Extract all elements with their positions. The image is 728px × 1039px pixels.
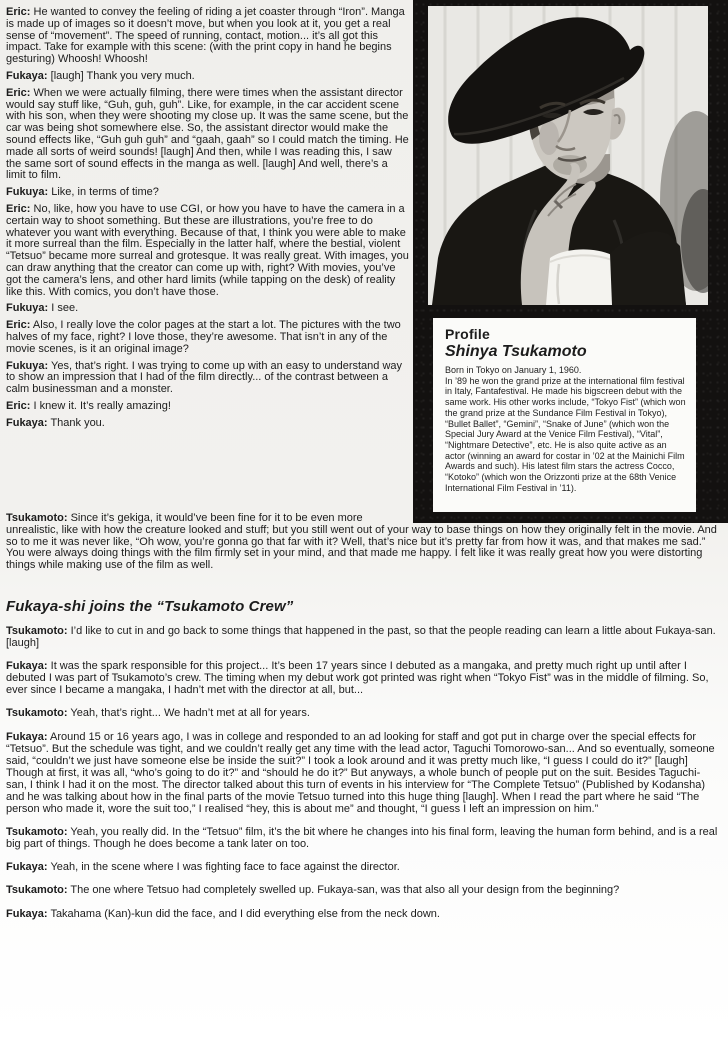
speaker-name: Fukaya: <box>6 861 48 874</box>
speaker-name: Eric: <box>6 319 31 332</box>
dialogue-paragraph <box>6 707 720 719</box>
dialogue-text: He wanted to convey the feeling of riding a jet coaster through “Iron”. Manga is made up of images so it doesn’t move, but when you look at it, you get a real sense of “movement”. The speed of running, contact, motion... it’s all got this impact. Take for example with this scene: (with the print copy in hand he begins gesturing) Whoosh! Whoosh! <box>6 7 405 66</box>
speaker-name: Tsukamoto: <box>6 512 68 524</box>
dialogue-text: When we were actually filming, there were times when the assistant director would say stuff like, “Guh, guh, guh”. Like, for example, in the car accident scene with his son, when they were shooting my close up. It was the same scene, but the car was being shot somewhere else. So, the assistant director would make the sound effects like, “Guh guh guh” and “gaah, gaah” so I could match the timing. He made all sorts of weird sounds! [laugh] And then, while I was reading this, I saw the same sort of sound effects in the manga as well. [laugh] And well, there’s a limit to film. <box>6 86 409 182</box>
portrait-photo <box>428 6 708 305</box>
profile-bio-text: In ’89 he won the grand prize at the international film festival in Italy, Fantafestival. He made his bigscreen debut with the same work. His other works include, “Tokyo Fist” (which won the grand prize at the Sundance Film Festival in Tokyo), “Bullet Ballet”, “Gemini”, “Snake of June” (which won the Special Jury Award at the Venice Film Festival), “Vital”, “Nightmare Detective”, etc. He is also quite active as an actor (winning an award for costar in ’02 at the Mainichi Film Awards and such). His latest film stars the actress Cocco, “Kotoko” (which won the Orizzonti prize at the 68th Venice International Film Festival in ’11). <box>445 375 686 493</box>
dialogue-paragraph <box>6 204 409 298</box>
dialogue-text: Yeah, in the scene where I was fighting face to face against the director. <box>50 861 400 874</box>
dialogue-paragraph <box>6 908 720 920</box>
dialogue-text: [laugh] Thank you very much. <box>50 69 195 82</box>
dialogue-paragraph <box>6 361 409 396</box>
photo-profile-panel <box>413 0 728 523</box>
profile-card <box>433 318 696 512</box>
profile-born-line: Born in Tokyo on January 1, 1960. <box>445 365 582 375</box>
dialogue-paragraph <box>6 418 409 430</box>
dialogue-paragraph <box>6 401 409 413</box>
dialogue-text: Takahama (Kan)-kun did the face, and I did everything else from the neck down. <box>50 907 440 920</box>
dialogue-paragraph <box>6 660 720 696</box>
dialogue-paragraph <box>6 320 409 355</box>
speaker-name: Fukuya: <box>6 186 49 199</box>
dialogue-text: Yeah, that’s right... We hadn’t met at all for years. <box>70 707 310 720</box>
speaker-name: Tsukamoto: <box>6 826 68 839</box>
speaker-name: Fukuya: <box>6 359 49 372</box>
dialogue-text: The one where Tetsuo had completely swelled up. Fukaya-san, was that also all your design from the beginning? <box>70 884 620 897</box>
interview-section-bottom <box>6 625 720 920</box>
speaker-name: Eric: <box>6 7 31 18</box>
speaker-name: Fukuya: <box>6 302 49 315</box>
dialogue-text: Since it’s gekiga, it would’ve been fine for it to be even more unrealistic, like with how the creature looked and stuff; but you still went out of your way to base things on how they originally felt in the movie. And so to me it was never like, “Oh wow, you’re gonna go that far with it? Well, that’s nice but it’s pretty far from how it was, and that makes me sad.” You were always doing things with the film firmly set in your mind, and that made me happy. I felt like it was really great how you were distorting things while making use of the film as well. <box>6 512 717 572</box>
dialogue-paragraph <box>6 731 720 816</box>
dialogue-text: I’d like to cut in and go back to some things that happened in the past, so that the people reading can learn a little about Fukaya-san. [laugh] <box>6 624 716 650</box>
dialogue-paragraph <box>6 826 720 850</box>
dialogue-text: Also, I really love the color pages at the start a lot. The pictures with the two halves of my face, right? I love those, they’re awesome. That isn’t in any of the movie scenes, is it an original image? <box>6 319 401 355</box>
dialogue-text: Yeah, you really did. In the “Tetsuo” film, it’s the bit where he changes into his final form, leaving the human form behind, and is a real big part of things. Though he does become a tank later on too. <box>6 826 718 851</box>
speaker-name: Fukaya: <box>6 69 48 82</box>
speaker-name: Fukaya: <box>6 660 48 673</box>
dialogue-paragraph <box>6 7 409 66</box>
dialogue-text: Around 15 or 16 years ago, I was in college and responded to an ad looking for staff and got put in charge over the special effects for “Tetsuo”. But the schedule was tight, and we couldn’t really get any time with the lead actor, Taguchi Tomorowo-san... And so eventually, someone said, “couldn’t we just have someone else be inside the suit?” I took a look around and it was pretty much like, “I guess I could do it?” [laugh] Though at first, it was all, “who’s going to do it?” and “should he do it?” But anyways, a whole bunch of people put on the suit. Besides Taguchi-san, I think I had it on the most. The director talked about this turn of events in his interview for “The Complete Tetsuo” (Published by Kodansha) and he was talking about how in the final parts of the movie Tetsuo turned into this huge thing [laugh]. When I read the part where he said “The person who made it, wore the suit too,” I realised “hey, this is about me” and thought, “I guess I left an impression on him.” <box>6 730 715 816</box>
speaker-name: Fukaya: <box>6 907 48 920</box>
dialogue-text: No, like, how you have to use CGI, or how you have to have the camera in a certain way to shoot something. But these are illustrations, you’re free to do whatever you want with everything. Because of that, I think you were able to make it more surreal than the film. Especially in the latter half, where the bestial, violent “Tetsuo” became more surreal and grotesque. It was really great. With images, you can draw anything that the creator can come up with, right? With movies, you’ve got the camera’s lens, and other hard limits (while tapping on the desk) of reality like this. With comics, you don’t have those. <box>6 202 409 298</box>
speaker-name: Eric: <box>6 399 31 412</box>
speaker-name: Tsukamoto: <box>6 884 68 897</box>
speaker-name: Fukaya: <box>6 730 48 743</box>
speaker-name: Fukaya: <box>6 416 48 429</box>
dialogue-paragraph <box>6 71 409 83</box>
section-heading: Fukaya-shi joins the “Tsukamoto Crew” <box>6 597 294 615</box>
profile-name: Shinya Tsukamoto <box>445 343 587 360</box>
profile-title: Profile <box>445 326 490 342</box>
dialogue-paragraph <box>6 884 720 896</box>
dialogue-text: Yes, that’s right. I was trying to come up with an easy to understand way to show an impression that I had of the film directly... of the contrast between a calm businessman and a monster. <box>6 359 403 396</box>
speaker-name: Tsukamoto: <box>6 707 68 720</box>
speaker-name: Eric: <box>6 86 31 99</box>
dialogue-paragraph <box>6 625 720 649</box>
dialogue-text: I knew it. It’s really amazing! <box>33 399 171 412</box>
dialogue-paragraph <box>6 861 720 873</box>
dialogue-text: It was the spark responsible for this project... It’s been 17 years since I debuted as a mangaka, and pretty much right up until after I debuted I was part of Tsukamoto’s crew. The timing when my debut work got printed was right when “Tokyo Fist” was in the middle of filming. So, ever since I became a mangaka, I hadn’t met with the director at all, but... <box>6 660 709 697</box>
dialogue-paragraph <box>6 187 409 199</box>
interview-column-left <box>6 7 409 513</box>
tsukamoto-portrait-illustration <box>428 6 708 305</box>
speaker-name: Eric: <box>6 202 31 215</box>
dialogue-text: Like, in terms of time? <box>51 186 159 199</box>
speaker-name: Tsukamoto: <box>6 624 68 637</box>
dialogue-paragraph <box>6 88 409 182</box>
dialogue-paragraph <box>6 303 409 315</box>
dialogue-text: I see. <box>51 302 79 315</box>
dialogue-text: Thank you. <box>50 416 105 429</box>
